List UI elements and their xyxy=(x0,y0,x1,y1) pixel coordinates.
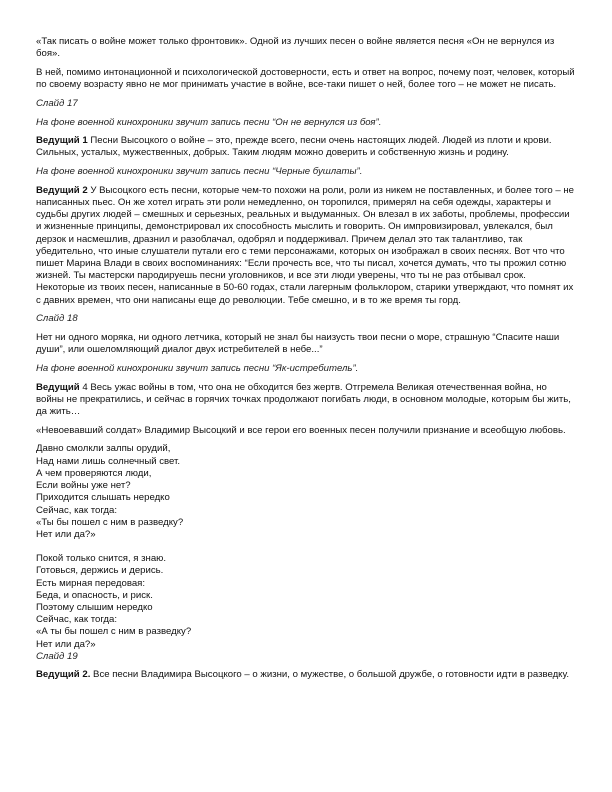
host-1-label: Ведущий 1 xyxy=(36,135,88,147)
host-4-label: Ведущий xyxy=(36,381,80,393)
poem-line: А чем проверяются люди, xyxy=(36,467,152,479)
poem-line: Беда, и опасность, и риск. xyxy=(36,589,153,601)
paragraph-sailors-pilots: Нет ни одного моряка, ни одного летчика, который не знал бы наизусть твои песни о море, страшную “Спасите наши души”, или ошеломляющий диалог двух истребителей в небе...” xyxy=(36,332,560,356)
host-1-text: Песни Высоцкого о войне – это, прежде всего, песни очень настоящих людей. Людей из плоти и крови. Сильных, усталых, мужественных, добрых. Таким людям можно доверить и собственную жизнь и родину. xyxy=(36,135,552,159)
stanza-gap xyxy=(36,541,576,553)
paragraph-recognition: «Невоевавший солдат» Владимир Высоцкий и все герои его военных песен получили признание и всеобщую любовь. xyxy=(36,424,566,436)
host-1-paragraph xyxy=(36,135,576,159)
poem-line: Давно смолкли залпы орудий, xyxy=(36,443,171,455)
poem-line: Нет или да?» xyxy=(36,638,96,650)
host-2-paragraph xyxy=(36,185,576,307)
poem-block xyxy=(36,443,576,662)
poem-line: Приходится слышать нередко xyxy=(36,492,170,504)
poem-line: Сейчас, как тогда: xyxy=(36,504,117,516)
slide-18-label: Слайд 18 xyxy=(36,313,78,325)
poem-line: Есть мирная передовая: xyxy=(36,577,146,589)
stage-direction-2: На фоне военной кинохроники звучит запись песни “Черные бушлаты”. xyxy=(36,166,363,178)
host-2-text: У Высоцкого есть песни, которые чем-то похожи на роли, роли из никем не поставленных, и более того – не написанных пьес. Он же хотел играть эти роли немедленно, он торопился, примерял на себя одежды, характеры и судьбы других людей – смешных и серьезных, реальных и выдуманных. Он влезал в их заботы, проблемы, профессии и жизненные принципы, демонстрировал их способность мыслить и говорить. Он импровизировал, увлекался, был дерзок и насмешлив, дразнил и разоблачал, одобрял и поддерживал. Причем делал это так талантливо, так убедительно, что иные слушатели путали его с теми персонажами, которых он изображал в своих песнях. Вот что что пишет Марина Влади в своих воспоминаниях: “Если прочесть все, что ты писал, хочется думать, что ты прожил сотню жизней. Ты мастерски пародируешь песни уголовников, и все эти люди уверены, что ты не раз отбывал срок. Некоторые из твоих песен, написанные в 50-60 годах, стали лагерным фольклором, старики утверждают, что помнят их с давних времен, что они написаны еще до революции. Тебе смешно, и в то же время ты горд. xyxy=(36,184,574,306)
host-4-paragraph xyxy=(36,382,576,419)
host-2-closing-text: Все песни Владимира Высоцкого – о жизни, о мужестве, о большой дружбе, о готовности идти в разведку. xyxy=(90,669,569,681)
poem-line: Если войны уже нет? xyxy=(36,480,131,492)
poem-line: «Ты бы пошел с ним в разведку? xyxy=(36,516,184,528)
poem-line: Поэтому слышим нередко xyxy=(36,601,153,613)
host-2-closing-paragraph xyxy=(36,669,576,681)
poem-line: Нет или да?» xyxy=(36,528,96,540)
poem-line: Готовься, держись и дерись. xyxy=(36,565,164,577)
poem-line: Покой только снится, я знаю. xyxy=(36,553,167,565)
host-4-text: 4 Весь ужас войны в том, что она не обходится без жертв. Отгремела Великая отечественная война, но войны не прекратились, и сейчас в горячих точках продолжают погибать люди, в основном молодые, которым бы жить, да жить… xyxy=(36,381,571,418)
poem-line: «А ты бы пошел с ним в разведку? xyxy=(36,626,192,638)
paragraph-intro-explanation: В ней, помимо интонационной и психологической достоверности, есть и ответ на вопрос, почему поэт, человек, который по своему возрасту явно не мог принимать участие в войне, все-таки пишет о ней, более того – не может не писать. xyxy=(36,66,575,91)
host-2-label: Ведущий 2 xyxy=(36,184,88,196)
host-2-closing-label: Ведущий 2. xyxy=(36,669,91,681)
poem-line: Сейчас, как тогда: xyxy=(36,614,117,626)
poem-line: Над нами лишь солнечный свет. xyxy=(36,455,181,467)
slide-19-label: Слайд 19 xyxy=(36,650,78,662)
document-page xyxy=(36,36,576,688)
stage-direction-1: На фоне военной кинохроники звучит запись песни “Он не вернулся из боя”. xyxy=(36,116,382,128)
stage-direction-3: На фоне военной кинохроники звучит запись песни “Як-истребитель”. xyxy=(36,362,359,374)
paragraph-intro-quote: «Так писать о войне может только фронтовик». Одной из лучших песен о войне является песня «Он не вернулся из боя». xyxy=(36,36,555,60)
slide-17-label: Слайд 17 xyxy=(36,97,78,109)
